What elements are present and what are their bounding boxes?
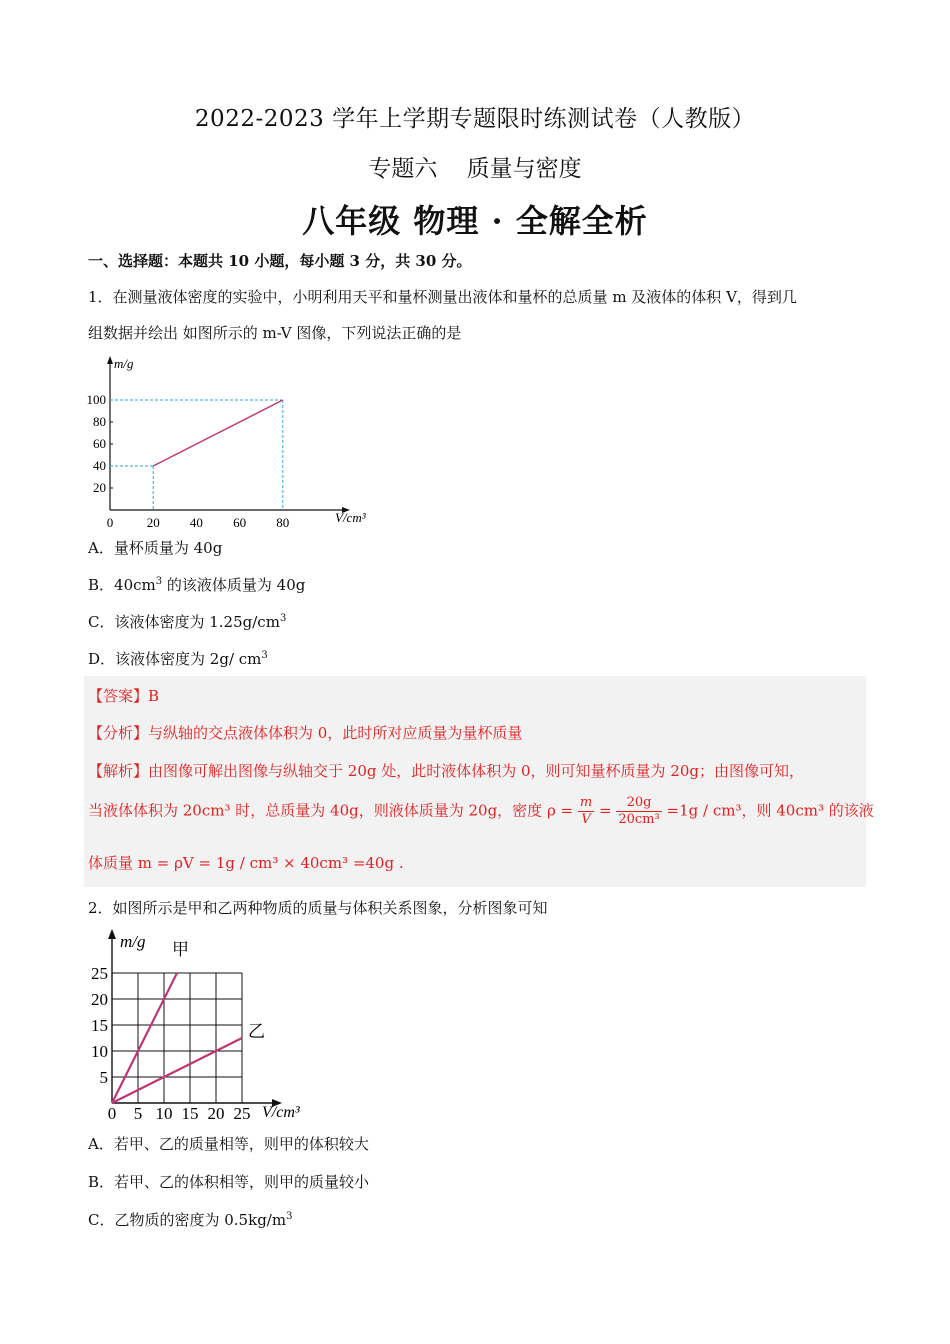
exam-title: 2022-2023 学年上学期专题限时练测试卷（人教版） [194, 106, 756, 132]
q1-option-b [88, 574, 305, 595]
series-line-jia [112, 973, 177, 1103]
q1-explain-line2-mid: =1g / cm³ [666, 801, 742, 820]
q1-option-d [88, 648, 268, 669]
q1-y-label: m/g [114, 356, 134, 371]
q1-frac2-den: 20cm³ [618, 812, 660, 827]
q2-x-tick-label: 25 [233, 1104, 251, 1120]
q1-x-tick-label: 40 [189, 515, 203, 527]
q1-frac1-den: V [581, 812, 591, 827]
q2-x-label: V/cm³ [262, 1104, 300, 1120]
q1-explain-tag: 【解析】 [88, 762, 149, 780]
section-heading: 一、选择题：本题共 10 小题，每小题 3 分，共 30 分。 [88, 252, 472, 270]
q1-x-tick-label: 20 [146, 515, 160, 527]
q2-axes [108, 929, 282, 1107]
q1-explain-line2-pre: 当液体体积为 20cm³ 时，总质量为 40g，则液体质量为 20g，密度 ρ = [88, 801, 574, 820]
q2-y-tick-label: 15 [91, 1016, 108, 1035]
main-title: 八年级 物理 · 全解全析 [302, 202, 648, 240]
q1-text-line2: 组数据并绘出 如图所示的 m-V 图像，下列说法正确的是 [88, 324, 462, 342]
q2-x-tick-label: 5 [133, 1104, 143, 1120]
q1-option-c-pre: C．该液体密度为 1.25g/cm [88, 613, 280, 631]
q2-option-c [88, 1209, 292, 1230]
q1-x-tick-label: 0 [106, 515, 114, 527]
series-label-yi: 乙 [248, 1022, 265, 1041]
q2-text: 2．如图所示是甲和乙两种物质的质量与体积关系图象，分析图象可知 [88, 899, 548, 917]
q1-series-line [153, 400, 283, 466]
q1-axes [107, 356, 350, 513]
series-line-yi [112, 1038, 242, 1103]
q2-x-tick-label: 10 [155, 1104, 173, 1120]
q1-y-tick-label: 60 [93, 436, 106, 451]
q1-explain-line1 [88, 760, 804, 781]
q2-option-b: B．若甲、乙的体积相等，则甲的质量较小 [88, 1173, 370, 1191]
q1-x-label: V/cm³ [335, 510, 366, 525]
q1-option-c-sup: 3 [279, 613, 287, 624]
q1-analysis [88, 722, 522, 743]
q1-y-tick-label: 100 [86, 392, 106, 407]
q1-option-c [88, 611, 286, 632]
q1-fraction-m-v [578, 795, 594, 828]
q2-y-arrow [108, 929, 116, 939]
q2-option-c-pre: C．乙物质的密度为 0.5kg/m [88, 1211, 287, 1229]
q1-option-b-pre: B．40cm [88, 576, 156, 594]
q1-option-d-pre: D．该液体密度为 2g/ cm [88, 650, 262, 668]
q1-frac1-num: m [579, 795, 593, 810]
q2-option-a: A．若甲、乙的质量相等，则甲的体积较大 [88, 1135, 369, 1153]
q1-explain-text1: 由图像可解出图像与纵轴交于 20g 处，此时液体体积为 0，则可知量杯质量为 20g；由图像可知， [148, 762, 805, 780]
q1-analysis-tag: 【分析】 [88, 724, 149, 742]
q2-y-label: m/g [120, 932, 146, 951]
q2-x-tick-label: 15 [181, 1104, 199, 1120]
q1-option-a: A．量杯质量为 40g [88, 539, 223, 557]
q1-frac2-num: 20g [616, 795, 661, 812]
q1-y-tick-label: 80 [93, 414, 106, 429]
q2-y-tick-label: 25 [91, 964, 108, 983]
q2-y-tick-label: 20 [91, 990, 108, 1009]
q1-explain-line2-post: ，则 40cm³ 的该液 [741, 801, 874, 820]
q1-x-tick-label: 60 [233, 515, 247, 527]
topic-title: 专题六 质量与密度 [368, 156, 582, 182]
q1-option-b-post: 的该液体质量为 40g [162, 576, 306, 594]
q2-y-tick-label: 5 [99, 1068, 108, 1087]
q2-chart [80, 925, 340, 1120]
q2-x-tick-label: 0 [107, 1104, 117, 1120]
q1-option-b-sup: 3 [155, 576, 163, 587]
q2-option-c-sup: 3 [286, 1211, 293, 1222]
q1-explain-line3: 体质量 m = ρV = 1g / cm³ × 40cm³ =40g . [88, 854, 404, 872]
q2-y-tick-label: 10 [91, 1042, 108, 1061]
q1-chart [80, 352, 380, 527]
q1-explain-line2 [88, 795, 874, 828]
q1-y-tick-label: 20 [93, 480, 106, 495]
q1-x-tick-label: 80 [276, 515, 290, 527]
q1-answer: 【答案】B [88, 687, 160, 705]
q1-equals: = [599, 801, 612, 820]
q1-option-d-sup: 3 [261, 650, 268, 661]
q2-x-tick-label: 20 [207, 1104, 225, 1120]
series-label-jia: 甲 [172, 940, 189, 959]
q1-text-line1: 1．在测量液体密度的实验中，小明利用天平和量杯测量出液体和量杯的总质量 m 及液体的体积 V，得到几 [88, 288, 797, 306]
q1-y-tick-label: 40 [93, 458, 106, 473]
q1-y-arrow [107, 356, 113, 364]
q1-analysis-text: 与纵轴的交点液体体积为 0，此时所对应质量为量杯质量 [148, 724, 523, 742]
q1-fraction-values [616, 795, 661, 828]
